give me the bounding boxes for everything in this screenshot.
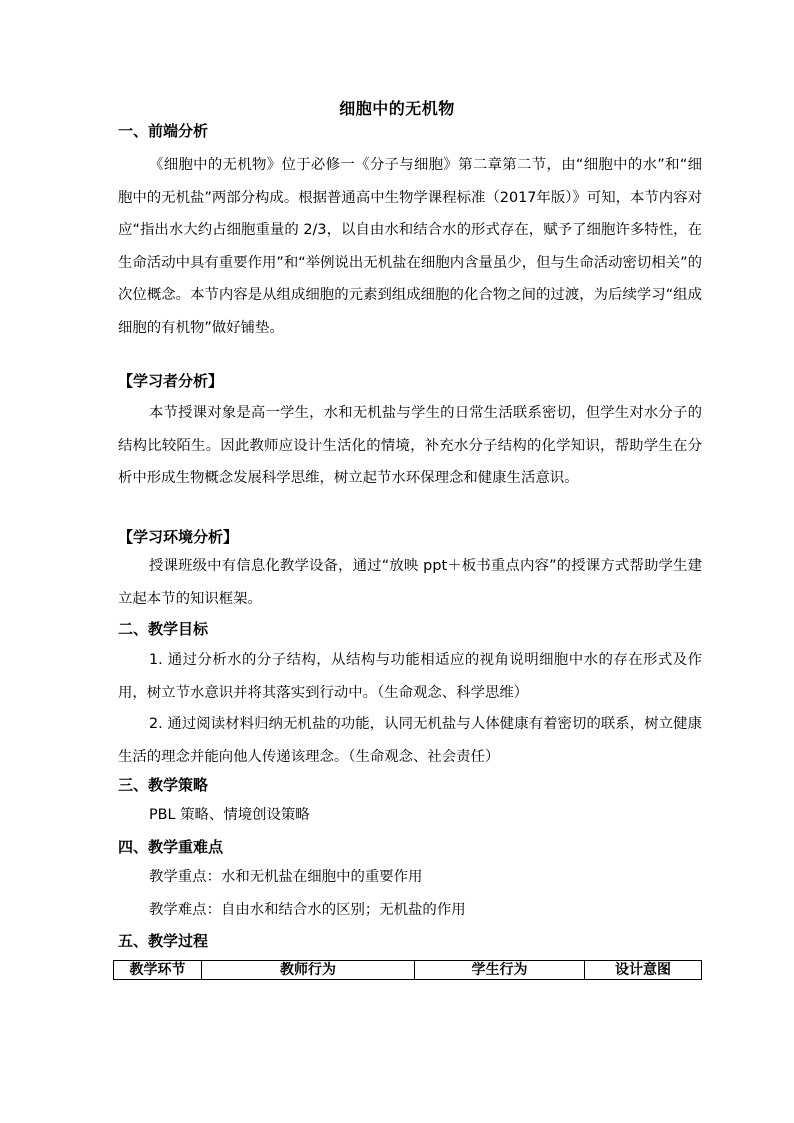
table-header-row [114,961,702,980]
heading-learner-analysis: 【学习者分析】 [118,372,224,390]
paragraph-goal-2: 2. 通过阅读材料归纳无机盐的功能，认同无机盐与人体健康有着密切的联系，树立健康生活的理念并能向他人传递该理念。（生命观念、社会责任） [118,716,702,765]
teaching-process-table [113,960,702,980]
table-header-cell: 教师行为 [202,961,415,980]
paragraph-goal-1: 1. 通过分析水的分子结构，从结构与功能相适应的视角说明细胞中水的存在形式及作用，树立节水意识并将其落实到行动中。（生命观念、科学思维） [118,652,702,701]
difficulty-line: 教学难点：自由水和结合水的区别；无机盐的作用 [149,902,466,918]
heading-front-analysis: 一、前端分析 [118,122,209,140]
key-point-line: 教学重点：水和无机盐在细胞中的重要作用 [149,869,423,885]
heading-teaching-strategy: 三、教学策略 [118,776,209,794]
heading-teaching-process: 五、教学过程 [118,932,209,950]
paragraph-front-analysis: 《细胞中的无机物》位于必修一《分子与细胞》第二章第二节，由“细胞中的水”和“细胞中的无机盐”两部分构成。根据普通高中生物学课程标准（2017年版）》可知，本节内容对应“指出水大约占细胞重量的 2/3，以自由水和结合水的形式存在，赋予了细胞许多特性，在生命活动中具有重要作用”和“举例说出无机盐在细胞内含量虽少，但与生命活动密切相关”的次位概念。本节内容是从组成细胞的元素到组成细胞的化合物之间的过渡，为后续学习“组成细胞的有机物”做好铺垫。 [118,157,702,336]
table-header-cell: 设计意图 [585,961,702,980]
heading-teaching-goals: 二、教学目标 [118,620,209,638]
heading-environment-analysis: 【学习环境分析】 [118,528,239,546]
heading-key-difficulty: 四、教学重难点 [118,838,224,856]
document-title: 细胞中的无机物 [339,99,455,118]
table-header-cell: 学生行为 [415,961,585,980]
table-header-cell: 教学环节 [114,961,202,980]
paragraph-learner-analysis: 本节授课对象是高一学生，水和无机盐与学生的日常生活联系密切，但学生对水分子的结构比较陌生。因此教师应设计生活化的情境，补充水分子结构的化学知识，帮助学生在分析中形成生物概念发展科学思维，树立起节水环保理念和健康生活意识。 [118,405,702,486]
paragraph-environment-analysis: 授课班级中有信息化教学设备，通过“放映 ppt＋板书重点内容”的授课方式帮助学生建立起本节的知识框架。 [118,558,702,607]
strategy-line: PBL 策略、情境创设策略 [149,807,310,823]
